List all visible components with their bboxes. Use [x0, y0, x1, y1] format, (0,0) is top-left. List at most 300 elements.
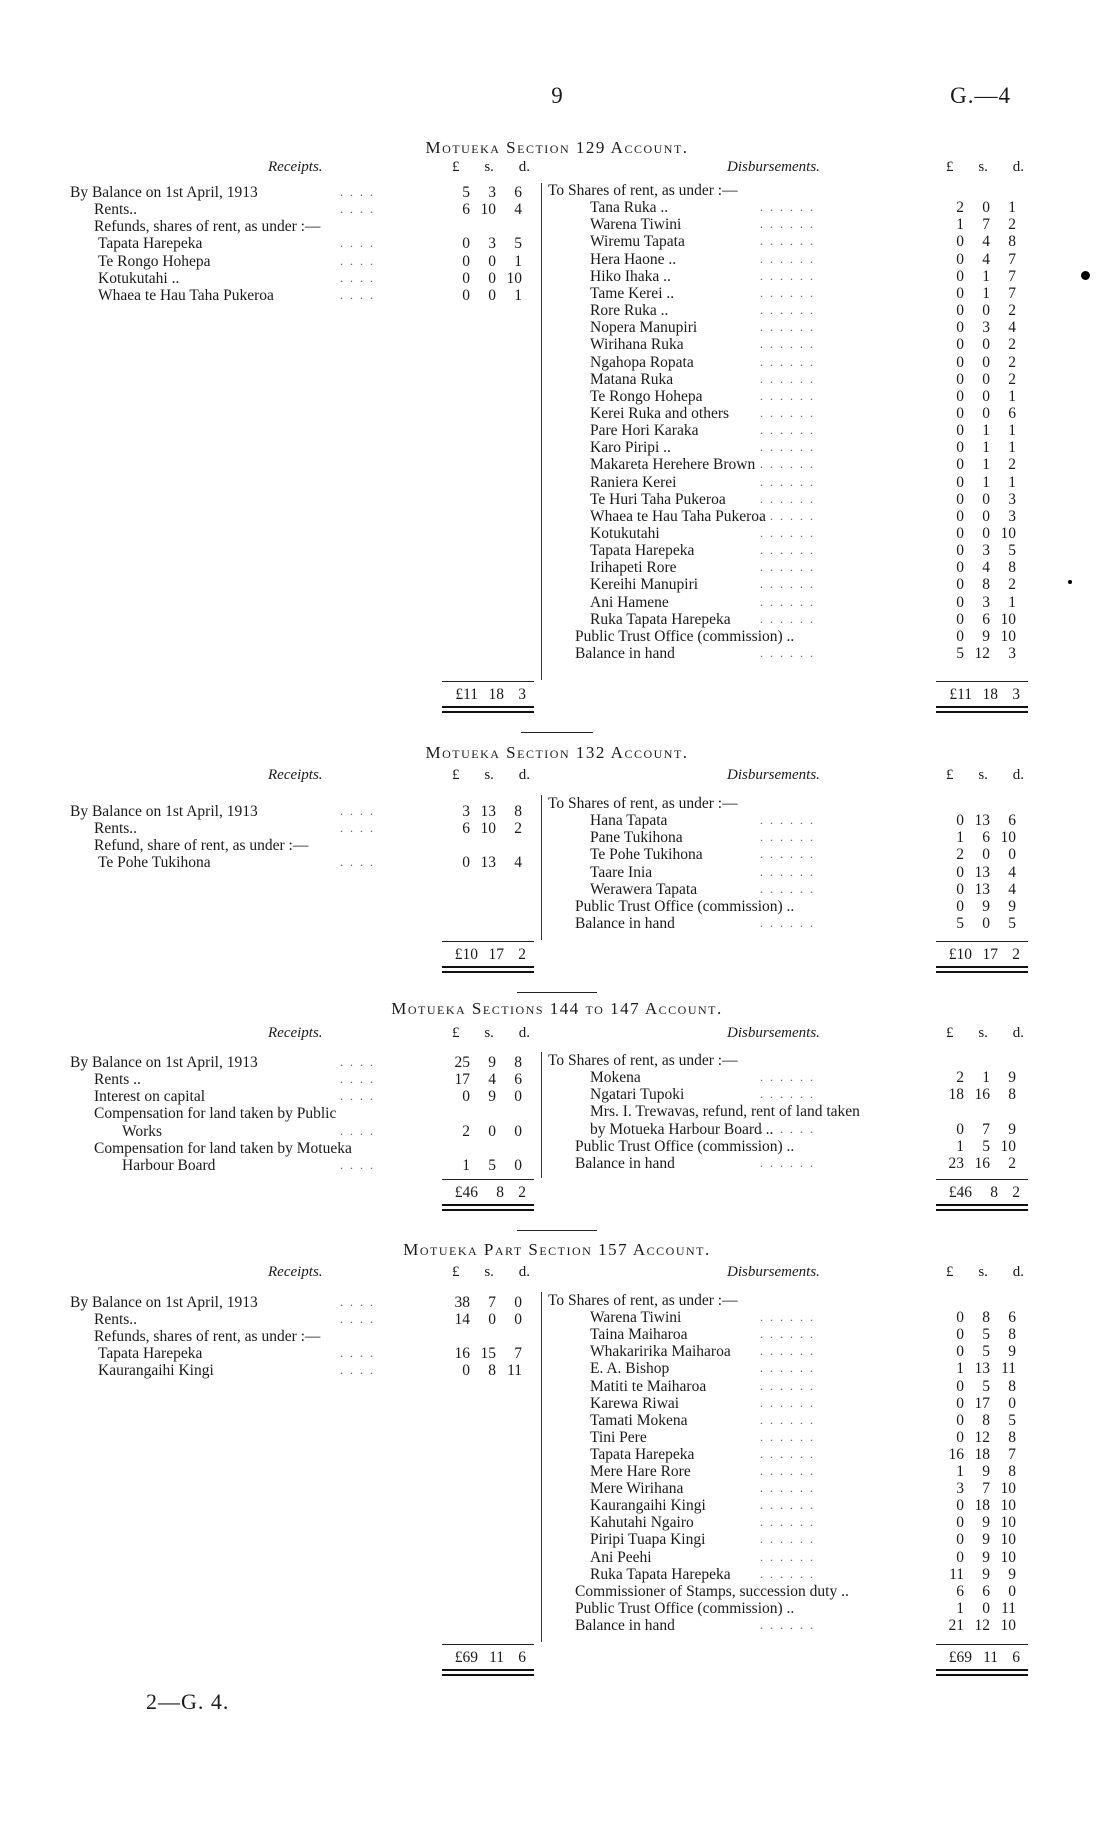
- amount-shillings: 8: [982, 576, 990, 594]
- amount-pence: 4: [1008, 863, 1016, 881]
- disbursement-row: [0, 1412, 1114, 1429]
- amount-shillings: 9: [982, 627, 990, 645]
- total-pounds: £11: [949, 686, 972, 703]
- disbursement-row: [0, 1395, 1114, 1412]
- leader-dots: . . . . . .: [760, 847, 815, 862]
- leader-dots: . . . . . .: [760, 560, 815, 575]
- amount-pence: 1: [514, 286, 522, 304]
- amount-shillings: 18: [974, 1445, 990, 1463]
- amount-pence: 1: [1008, 387, 1016, 405]
- amount-pence: 2: [1008, 1154, 1016, 1172]
- amount-shillings: 13: [974, 812, 990, 830]
- amount-pence: 2: [1008, 370, 1016, 388]
- leader-dots: . . . . . .: [760, 526, 815, 540]
- total-pence: 2: [1012, 1184, 1020, 1201]
- leader-dots: . . . . . .: [760, 1464, 815, 1478]
- amount-pounds: 0: [462, 854, 470, 872]
- disbursement-label: Pane Tukihona: [590, 829, 683, 847]
- amount-shillings: 0: [982, 336, 990, 354]
- disbursement-row: [0, 1378, 1114, 1395]
- total-shillings: 18: [982, 686, 998, 703]
- disbursement-label: Balance in hand: [575, 1154, 675, 1172]
- amount-pence: 8: [514, 803, 522, 820]
- disbursement-label: To Shares of rent, as under :—: [548, 182, 738, 199]
- amount-pence: 0: [1008, 846, 1016, 864]
- amount-shillings: 12: [974, 645, 990, 663]
- page-number: 9: [551, 83, 563, 108]
- amount-shillings: 7: [982, 216, 990, 234]
- leader-dots: . . . .: [340, 1157, 375, 1172]
- leader-dots: . . . . . .: [760, 577, 815, 592]
- amount-pence: 10: [1000, 1480, 1016, 1498]
- leader-dots: . . . . . .: [760, 1429, 815, 1444]
- amount-pence: 0: [514, 1156, 522, 1174]
- amount-pence: 5: [514, 235, 522, 253]
- disbursement-label: Public Trust Office (commission) ..: [575, 627, 795, 645]
- amount-pounds: 0: [462, 252, 470, 270]
- amount-shillings: 9: [488, 1054, 496, 1071]
- receipt-label: Tapata Harepeka: [98, 235, 203, 253]
- amount-shillings: 8: [982, 1411, 990, 1429]
- amount-shillings: 18: [974, 1497, 990, 1515]
- amount-pounds: 3: [462, 803, 470, 820]
- amount-pence: 0: [514, 1294, 522, 1311]
- amount-shillings: 3: [982, 542, 990, 560]
- total-shillings: 11: [983, 1649, 998, 1666]
- amount-shillings: 3: [982, 319, 990, 337]
- total-rule: [442, 1644, 534, 1645]
- amount-shillings: 8: [982, 1309, 990, 1327]
- amount-pounds: 0: [956, 1548, 964, 1566]
- money-heading-pence: d.: [1012, 159, 1024, 175]
- total-pence: 6: [1012, 1649, 1020, 1666]
- amount-pounds: 6: [462, 201, 470, 219]
- leader-dots: . . . . . .: [760, 1087, 815, 1102]
- amount-pounds: 0: [956, 1428, 964, 1446]
- disbursement-label: Whaea te Hau Taha Pukeroa: [590, 507, 766, 525]
- leader-dots: . . . .: [340, 1363, 375, 1378]
- total-shillings: 8: [990, 1184, 998, 1201]
- amount-pounds: 0: [956, 525, 964, 542]
- total-pence: 3: [1012, 686, 1020, 703]
- leader-dots: . . . . . .: [760, 813, 815, 828]
- amount-shillings: 9: [982, 897, 990, 915]
- amount-pence: 5: [1008, 1411, 1016, 1429]
- amount-shillings: 4: [982, 250, 990, 268]
- disbursement-label: Commissioner of Stamps, succession duty ..: [575, 1582, 849, 1600]
- money-heading-shilling: s.: [484, 1264, 494, 1280]
- money-heading-shilling: s.: [484, 1025, 494, 1041]
- amount-shillings: 0: [488, 1311, 496, 1329]
- amount-pence: 4: [514, 854, 522, 872]
- amount-pence: 6: [1008, 404, 1016, 422]
- money-heading-shilling: s.: [484, 767, 494, 783]
- money-heading-pence: d.: [1012, 1264, 1024, 1280]
- disbursement-row: [0, 1514, 1114, 1531]
- money-heading-shilling: s.: [978, 767, 988, 783]
- amount-shillings: 0: [982, 370, 990, 388]
- receipt-label: Kotukutahi ..: [98, 269, 180, 287]
- leader-dots: . . . . . .: [760, 1121, 815, 1136]
- amount-pounds: 17: [454, 1071, 470, 1089]
- amount-pence: 7: [1008, 284, 1016, 302]
- disbursement-row: [0, 1566, 1114, 1583]
- disbursements-total: [938, 1649, 1026, 1667]
- leader-dots: . . . . . .: [760, 1344, 815, 1359]
- amount-shillings: 3: [982, 593, 990, 611]
- disbursements-heading: Disbursements.: [727, 159, 820, 175]
- disbursement-row: [0, 1549, 1114, 1566]
- amount-shillings: 12: [974, 1616, 990, 1634]
- total-pounds: £11: [455, 686, 478, 703]
- amount-shillings: 12: [974, 1428, 990, 1446]
- amount-pounds: 0: [956, 863, 964, 881]
- amount-pounds: 0: [956, 593, 964, 611]
- amount-pence: 3: [1008, 507, 1016, 525]
- leader-dots: . . . . . .: [760, 1446, 815, 1461]
- leader-dots: . . . . . .: [760, 864, 815, 879]
- amount-pounds: 5: [956, 645, 964, 663]
- leader-dots: . . . . . .: [760, 1395, 815, 1410]
- disbursement-row: [0, 1497, 1114, 1514]
- total-pence: 2: [518, 1184, 526, 1201]
- amount-pounds: 2: [462, 1122, 470, 1140]
- leader-dots: . . . . . .: [760, 234, 815, 249]
- leader-dots: . . . . . .: [760, 594, 815, 609]
- leader-dots: . . . . . .: [760, 285, 815, 300]
- amount-pounds: 0: [956, 507, 964, 525]
- amount-pence: 10: [1000, 1497, 1016, 1515]
- receipt-label: Kaurangaihi Kingi: [98, 1362, 214, 1380]
- leader-dots: . . . . . .: [760, 1498, 815, 1513]
- leader-dots: . . . . . .: [760, 916, 815, 931]
- receipt-label: Rents..: [94, 1311, 138, 1329]
- disbursement-label: Karo Piripi ..: [590, 439, 671, 457]
- disbursement-row: [0, 1360, 1114, 1380]
- double-rule: [936, 1669, 1028, 1676]
- amount-pounds: 6: [462, 820, 470, 838]
- amount-shillings: 13: [974, 863, 990, 881]
- leader-dots: . . . . . .: [760, 646, 815, 661]
- total-pounds: £10: [454, 946, 478, 963]
- amount-pounds: 1: [956, 1360, 964, 1378]
- disbursement-label: Rore Ruka ..: [590, 302, 669, 320]
- amount-pounds: 5: [462, 184, 470, 201]
- amount-pence: 0: [1008, 1394, 1016, 1412]
- leader-dots: . . . .: [340, 236, 375, 251]
- leader-dots: . . . . . .: [760, 1481, 815, 1496]
- disbursement-label: Tame Kerei ..: [590, 284, 675, 302]
- amount-shillings: 9: [982, 1463, 990, 1480]
- leader-dots: . . . .: [340, 1295, 375, 1309]
- disbursement-label: Makareta Herehere Brown: [590, 456, 756, 474]
- receipt-label: By Balance on 1st April, 1913: [70, 1054, 258, 1071]
- amount-shillings: 15: [480, 1345, 496, 1363]
- amount-pence: 10: [1000, 525, 1016, 542]
- amount-pence: 6: [1008, 1309, 1016, 1327]
- leader-dots: . . . . . .: [760, 371, 815, 386]
- amount-pence: 1: [1008, 199, 1016, 217]
- total-pounds: £46: [948, 1184, 972, 1201]
- disbursement-label: Balance in hand: [575, 915, 675, 933]
- receipts-heading: Receipts.: [268, 1025, 323, 1041]
- leader-dots: . . . . . .: [760, 1617, 815, 1632]
- total-rule: [936, 1644, 1028, 1645]
- amount-shillings: 5: [982, 1343, 990, 1361]
- amount-shillings: 6: [982, 829, 990, 847]
- section-title: Motueka Sections 144 to 147 Account.: [391, 999, 723, 1018]
- money-heading-shilling: s.: [978, 159, 988, 175]
- disbursement-label: Werawera Tapata: [590, 880, 698, 898]
- amount-shillings: 1: [982, 473, 990, 491]
- amount-pounds: 0: [462, 235, 470, 253]
- leader-dots: . . . .: [340, 253, 375, 268]
- leader-dots: . . . .: [340, 804, 375, 818]
- leader-dots: . . . . . .: [760, 543, 815, 558]
- amount-shillings: 1: [982, 267, 990, 285]
- disbursement-label: Mere Wirihana: [590, 1480, 684, 1498]
- disbursement-row: [0, 1343, 1114, 1363]
- money-heading-pence: d.: [518, 767, 530, 783]
- amount-shillings: 0: [982, 199, 990, 217]
- amount-pounds: 0: [956, 284, 964, 302]
- leader-dots: . . . . . .: [760, 303, 815, 318]
- leader-dots: . . . .: [340, 821, 375, 836]
- disbursement-label: Whakaririka Maiharoa: [590, 1343, 731, 1361]
- amount-pounds: 11: [949, 1565, 964, 1583]
- leader-dots: . . . . . .: [760, 1549, 815, 1564]
- amount-pence: 9: [1008, 897, 1016, 915]
- disbursements-money-heading: [946, 1264, 1024, 1281]
- disbursement-label: Ruka Tapata Harepeka: [590, 610, 731, 628]
- amount-pounds: 0: [956, 490, 964, 508]
- disbursement-row: [0, 1531, 1114, 1548]
- total-pence: 6: [518, 1649, 526, 1666]
- leader-dots: . . . . . .: [760, 268, 815, 283]
- amount-pounds: 0: [956, 812, 964, 830]
- total-pence: 3: [518, 686, 526, 703]
- disbursement-label: Warena Tiwini: [590, 1309, 682, 1327]
- leader-dots: . . . .: [340, 1089, 375, 1104]
- amount-shillings: 13: [974, 1360, 990, 1378]
- disbursement-label: Wiremu Tapata: [590, 233, 685, 251]
- amount-pounds: 0: [956, 302, 964, 320]
- amount-shillings: 0: [982, 915, 990, 933]
- amount-pounds: 0: [956, 1326, 964, 1344]
- disbursement-label: Wirihana Ruka: [590, 336, 684, 354]
- total-shillings: 8: [496, 1184, 504, 1201]
- amount-pounds: 21: [948, 1616, 964, 1634]
- amount-shillings: 4: [982, 233, 990, 251]
- amount-shillings: 16: [974, 1154, 990, 1172]
- amount-pounds: 0: [956, 1411, 964, 1429]
- leader-dots: . . . .: [340, 1055, 375, 1069]
- disbursement-label: Balance in hand: [575, 645, 675, 663]
- amount-shillings: 10: [480, 201, 496, 219]
- amount-pounds: 0: [956, 439, 964, 457]
- leader-dots: . . . .: [340, 287, 375, 302]
- disbursement-row: [0, 1617, 1114, 1634]
- receipt-label: Whaea te Hau Taha Pukeroa: [98, 286, 274, 304]
- money-heading-shilling: s.: [978, 1025, 988, 1041]
- leader-dots: . . . . . .: [760, 830, 815, 845]
- receipt-label: Interest on capital: [94, 1088, 206, 1106]
- amount-pounds: 0: [956, 1309, 964, 1327]
- amount-shillings: 0: [982, 525, 990, 542]
- amount-shillings: 5: [982, 1137, 990, 1155]
- amount-shillings: 10: [480, 820, 496, 838]
- amount-shillings: 0: [982, 302, 990, 320]
- disbursement-label: Tapata Harepeka: [590, 542, 695, 560]
- amount-pounds: 0: [956, 1394, 964, 1412]
- amount-shillings: 9: [488, 1088, 496, 1106]
- leader-dots: . . . . . .: [760, 474, 815, 489]
- total-pence: 2: [1012, 946, 1020, 963]
- amount-pounds: 0: [462, 269, 470, 287]
- disbursement-label: Kahutahi Ngairo: [590, 1514, 694, 1532]
- amount-shillings: 4: [982, 559, 990, 577]
- amount-pence: 10: [1000, 627, 1016, 645]
- amount-shillings: 0: [982, 846, 990, 864]
- leader-dots: . . . . . .: [760, 1412, 815, 1427]
- amount-pence: 5: [1008, 542, 1016, 560]
- amount-pounds: 0: [956, 542, 964, 560]
- amount-shillings: 1: [982, 456, 990, 474]
- page-reference: G.—4: [950, 83, 1011, 108]
- money-heading-pound: £: [452, 1264, 460, 1280]
- leader-dots: . . . . . .: [760, 251, 815, 266]
- section-title: Motueka Part Section 157 Account.: [403, 1240, 711, 1259]
- amount-shillings: 9: [982, 1548, 990, 1566]
- amount-pence: 0: [514, 1311, 522, 1329]
- amount-pounds: 0: [956, 559, 964, 577]
- disbursement-label: To Shares of rent, as under :—: [548, 1292, 738, 1309]
- amount-pounds: 0: [956, 473, 964, 491]
- amount-shillings: 0: [982, 387, 990, 405]
- amount-pence: 9: [1008, 1565, 1016, 1583]
- total-pounds: £69: [454, 1649, 478, 1666]
- receipts-money-heading: [452, 1264, 530, 1281]
- disbursement-label: Kotukutahi: [590, 525, 660, 542]
- amount-pence: 10: [1000, 1137, 1016, 1155]
- amount-pence: 1: [1008, 593, 1016, 611]
- amount-shillings: 5: [982, 1326, 990, 1344]
- disbursement-label: Kaurangaihi Kingi: [590, 1497, 706, 1515]
- amount-pence: 7: [1008, 250, 1016, 268]
- amount-shillings: 0: [982, 1599, 990, 1617]
- disbursements-heading: Disbursements.: [727, 767, 820, 783]
- disbursement-label: To Shares of rent, as under :—: [548, 1052, 738, 1069]
- disbursement-row: [0, 1446, 1114, 1463]
- column-divider: [541, 1292, 542, 1642]
- leader-dots: . . . . . .: [760, 1566, 815, 1581]
- receipt-label: Refund, share of rent, as under :—: [94, 837, 309, 855]
- amount-pounds: 5: [956, 915, 964, 933]
- disbursement-label: Kerei Ruka and others: [590, 404, 730, 422]
- disbursement-label: Pare Hori Karaka: [590, 422, 699, 440]
- leader-dots: . . . . . .: [760, 1532, 815, 1547]
- amount-pounds: 0: [956, 897, 964, 915]
- receipt-label: Harbour Board: [122, 1156, 216, 1174]
- amount-pence: 1: [1008, 422, 1016, 440]
- receipt-label: Compensation for land taken by Motueka: [94, 1139, 352, 1157]
- leader-dots: . . . . . .: [760, 1515, 815, 1530]
- ink-speck: [1081, 271, 1090, 280]
- leader-dots: . . . . . .: [760, 491, 815, 506]
- money-heading-pound: £: [452, 159, 460, 175]
- amount-pence: 9: [1008, 1343, 1016, 1361]
- disbursement-label: Public Trust Office (commission) ..: [575, 897, 795, 915]
- amount-shillings: 13: [480, 803, 496, 820]
- amount-shillings: 0: [982, 507, 990, 525]
- amount-pence: 7: [1008, 267, 1016, 285]
- section-title: Motueka Section 132 Account.: [425, 743, 689, 762]
- amount-shillings: 3: [488, 235, 496, 253]
- leader-dots: . . . . . .: [760, 217, 815, 232]
- amount-pence: 4: [1008, 319, 1016, 337]
- amount-pence: 8: [1008, 233, 1016, 251]
- amount-pence: 1: [1008, 439, 1016, 457]
- disbursement-row: [0, 1326, 1114, 1346]
- leader-dots: . . . . . .: [760, 1361, 815, 1376]
- receipts-total: [444, 1649, 532, 1667]
- amount-pence: 2: [1008, 302, 1016, 320]
- amount-pounds: 0: [956, 1514, 964, 1532]
- amount-pounds: 0: [956, 610, 964, 628]
- amount-shillings: 0: [488, 1122, 496, 1140]
- disbursements-heading: Disbursements.: [727, 1025, 820, 1041]
- disbursement-label: Raniera Kerei: [590, 473, 677, 491]
- amount-pence: 11: [507, 1362, 522, 1380]
- total-shillings: 18: [488, 686, 504, 703]
- amount-pence: 2: [514, 820, 522, 838]
- receipt-label: Refunds, shares of rent, as under :—: [94, 218, 321, 236]
- disbursement-label: Mere Hare Rore: [590, 1463, 691, 1480]
- amount-shillings: 1: [982, 422, 990, 440]
- amount-shillings: 7: [982, 1480, 990, 1498]
- total-pence: 2: [518, 946, 526, 963]
- amount-pounds: 0: [956, 456, 964, 474]
- amount-pence: 10: [1000, 610, 1016, 628]
- amount-pence: 4: [514, 201, 522, 219]
- disbursement-label: Ngahopa Ropata: [590, 353, 694, 371]
- amount-shillings: 9: [982, 1565, 990, 1583]
- leader-dots: . . . . . .: [760, 320, 815, 335]
- amount-pence: 8: [1008, 1326, 1016, 1344]
- amount-pounds: 0: [956, 576, 964, 594]
- money-heading-pound: £: [946, 1264, 954, 1280]
- disbursement-label: To Shares of rent, as under :—: [548, 795, 738, 812]
- amount-pounds: 0: [956, 1120, 964, 1138]
- amount-shillings: 3: [488, 184, 496, 201]
- amount-pence: 3: [1008, 490, 1016, 508]
- leader-dots: . . . . . .: [760, 457, 815, 472]
- total-pounds: £69: [948, 1649, 972, 1666]
- amount-pounds: 1: [956, 1599, 964, 1617]
- amount-pounds: 3: [956, 1480, 964, 1498]
- receipt-label: By Balance on 1st April, 1913: [70, 803, 258, 820]
- disbursement-label: Nopera Manupiri: [590, 319, 698, 337]
- leader-dots: . . . .: [340, 270, 375, 285]
- amount-shillings: 0: [982, 490, 990, 508]
- amount-shillings: 0: [488, 269, 496, 287]
- disbursement-label: Karewa Riwai: [590, 1394, 680, 1412]
- amount-shillings: 9: [982, 1514, 990, 1532]
- receipt-label: By Balance on 1st April, 1913: [70, 184, 258, 201]
- amount-pence: 9: [1008, 1069, 1016, 1087]
- amount-pounds: 2: [956, 199, 964, 217]
- amount-shillings: 17: [974, 1394, 990, 1412]
